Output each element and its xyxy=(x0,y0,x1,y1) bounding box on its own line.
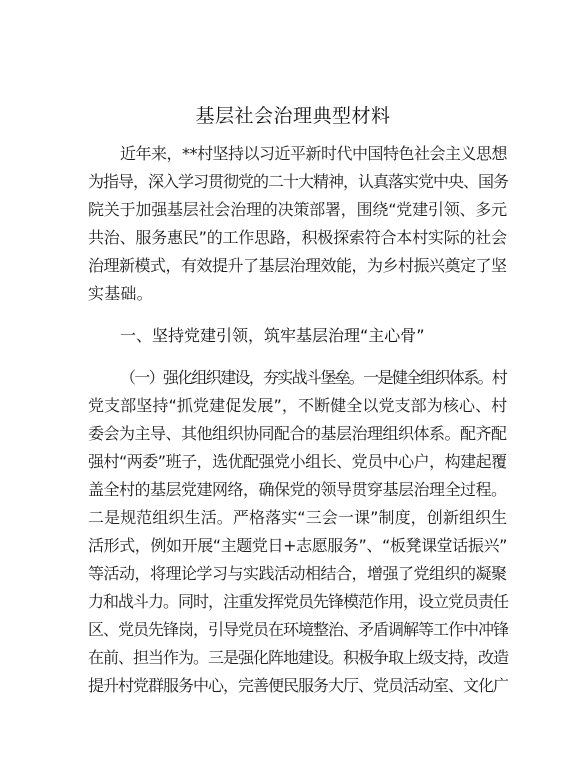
intro-line: 近年来，**村坚持以习近平新时代中国特色社会主义思想 xyxy=(120,144,508,163)
document-body xyxy=(88,140,508,700)
section-line: 党支部坚持“抓党建促发展”，不断健全以党支部为核心、村 xyxy=(88,396,508,415)
intro-line: 实基础。 xyxy=(88,284,153,303)
section-line: 强村“两委”班子，选优配强党小组长、党员中心户，构建起覆 xyxy=(88,452,507,471)
section-line: 在前、担当作为。三是强化阵地建设。积极争取上级支持，改造 xyxy=(88,648,509,667)
section-line: 二是规范组织生活。严格落实“三会一课”制度，创新组织生 xyxy=(88,508,508,527)
intro-line: 院关于加强基层社会治理的决策部署，围绕“党建引领、多元 xyxy=(88,200,507,219)
section-line: 活形式，例如开展“主题党日+志愿服务”、“板凳课堂话振兴” xyxy=(88,536,507,555)
section-line: 力和战斗力。同时，注重发挥党员先锋模范作用，设立党员责任 xyxy=(88,592,509,611)
intro-line: 共治、服务惠民”的工作思路，积极探索符合本村实际的社会 xyxy=(88,228,507,247)
section-line: 委会为主导、其他组织协同配合的基层治理组织体系。配齐配 xyxy=(88,424,507,443)
section-heading: 一、坚持党建引领，筑牢基层治理“主心骨” xyxy=(120,326,425,345)
paragraph-gap xyxy=(88,350,508,364)
intro-line: 治理新模式，有效提升了基层治理效能，为乡村振兴奠定了坚 xyxy=(88,256,507,275)
intro-line: 为指导，深入学习贯彻党的二十大精神，认真落实党中央、国务 xyxy=(88,172,509,191)
section-line: 盖全村的基层党建网络，确保党的领导贯穿基层治理全过程。 xyxy=(88,480,507,499)
document-title: 基层社会治理典型材料 xyxy=(195,105,391,127)
section-line: 提升村党群服务中心，完善便民服务大厅、党员活动室、文化广 xyxy=(88,676,509,695)
section-line: 区、党员先锋岗，引导党员在环境整治、矛盾调解等工作中冲锋 xyxy=(88,620,509,639)
paragraph-gap xyxy=(88,308,508,322)
section-line: （一）强化组织建设，夯实战斗堡垒。一是健全组织体系。村 xyxy=(120,368,507,387)
section-line: 等活动，将理论学习与实践活动相结合，增强了党组织的凝聚 xyxy=(88,564,507,583)
